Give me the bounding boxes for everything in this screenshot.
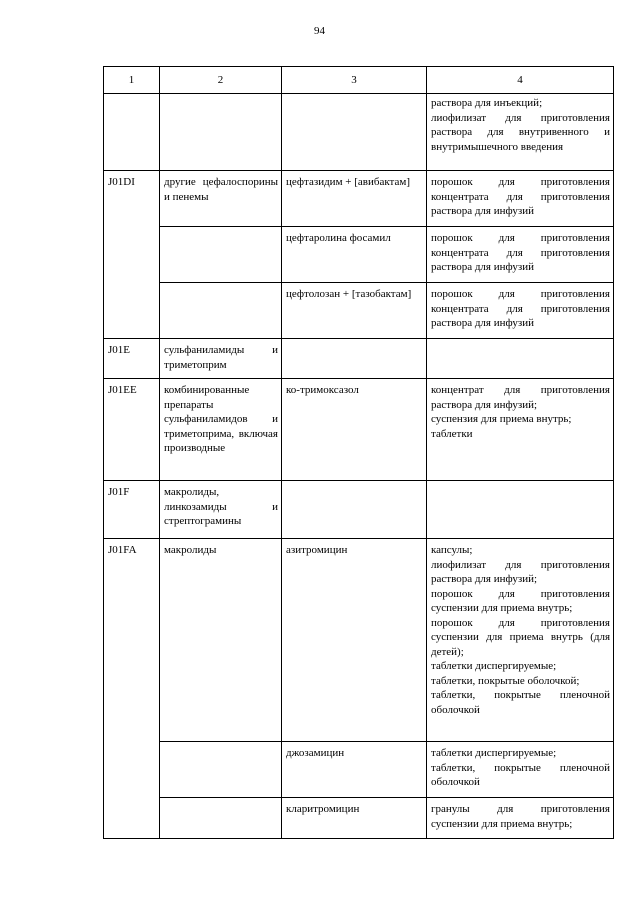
dosage-form-item: лиофилизат для приготовления раствора для инфузий; bbox=[431, 558, 610, 585]
dosage-form-cell bbox=[427, 94, 614, 171]
table-row bbox=[104, 171, 614, 227]
header-cell: 1 bbox=[104, 67, 160, 94]
dosage-form-item: таблетки, покрытые пленочной оболочкой bbox=[431, 761, 610, 788]
group-cell bbox=[160, 798, 282, 839]
group-cell bbox=[160, 94, 282, 171]
table-row bbox=[104, 94, 614, 171]
group-cell bbox=[160, 742, 282, 798]
dosage-form-item: порошок для приготовления концентрата для приготовления раствора для инфузий bbox=[431, 232, 610, 273]
dosage-form-item: таблетки, покрытые пленочной оболочкой bbox=[431, 689, 610, 716]
table-row bbox=[104, 339, 614, 379]
atc-code-cell: J01F bbox=[104, 481, 160, 539]
header-cell: 4 bbox=[427, 67, 614, 94]
dosage-form-cell bbox=[427, 742, 614, 798]
page-number: 94 bbox=[314, 25, 325, 37]
group-cell: сульфаниламиды и триметоприм bbox=[160, 339, 282, 379]
dosage-form-item: капсулы; bbox=[431, 544, 473, 556]
drug-name-cell: азитромицин bbox=[282, 539, 427, 742]
table-row bbox=[104, 798, 614, 839]
drug-name-cell: джозамицин bbox=[282, 742, 427, 798]
atc-code-cell: J01EE bbox=[104, 379, 160, 481]
table-row bbox=[104, 742, 614, 798]
dosage-form-item: порошок для приготовления концентрата для приготовления раствора для инфузий bbox=[431, 288, 610, 329]
table-row bbox=[104, 539, 614, 742]
dosage-form-cell bbox=[427, 481, 614, 539]
drug-name-cell: кларитромицин bbox=[282, 798, 427, 839]
group-cell bbox=[160, 227, 282, 283]
drug-name-cell bbox=[282, 339, 427, 379]
dosage-form-item: таблетки bbox=[431, 427, 473, 440]
header-cell: 3 bbox=[282, 67, 427, 94]
dosage-form-item: таблетки диспергируемые; bbox=[431, 660, 557, 672]
drug-table bbox=[103, 66, 614, 839]
drug-name-cell: ко-тримоксазол bbox=[282, 379, 427, 481]
atc-code-cell: J01FA bbox=[104, 539, 160, 839]
atc-code-cell: J01E bbox=[104, 339, 160, 379]
table-row bbox=[104, 227, 614, 283]
group-cell: макролиды, линкозамиды и стрептограмины bbox=[160, 481, 282, 539]
table-row bbox=[104, 481, 614, 539]
dosage-form-item: порошок для приготовления суспензии для приема внутрь (для детей); bbox=[431, 616, 610, 658]
drug-name-cell: цефтаролина фосамил bbox=[282, 227, 427, 283]
table-row bbox=[104, 379, 614, 481]
group-cell: макролиды bbox=[160, 539, 282, 742]
dosage-form-item: порошок для приготовления концентрата для приготовления раствора для инфузий bbox=[431, 176, 610, 217]
header-cell: 2 bbox=[160, 67, 282, 94]
dosage-form-cell bbox=[427, 379, 614, 481]
group-cell bbox=[160, 283, 282, 339]
atc-code-cell: J01DI bbox=[104, 171, 160, 339]
dosage-form-item: таблетки, покрытые оболочкой; bbox=[431, 674, 580, 687]
dosage-form-item: таблетки диспергируемые; bbox=[431, 747, 557, 759]
dosage-form-item: лиофилизат для приготовления раствора для внутривенного и внутримышечного введения bbox=[431, 111, 610, 153]
atc-code-cell bbox=[104, 94, 160, 171]
dosage-form-cell bbox=[427, 339, 614, 379]
dosage-form-item: суспензия для приема внутрь; bbox=[431, 413, 572, 425]
table-header-row bbox=[104, 67, 614, 94]
drug-name-cell: цефтазидим + [авибактам] bbox=[282, 171, 427, 227]
group-cell: другие цефалоспорины и пенемы bbox=[160, 171, 282, 227]
table-row bbox=[104, 283, 614, 339]
dosage-form-cell bbox=[427, 227, 614, 283]
group-cell: комбинированные препараты сульфаниламидов и триметоприма, включая производные bbox=[160, 379, 282, 481]
dosage-form-cell bbox=[427, 798, 614, 839]
drug-name-cell: цефтолозан + [тазобактам] bbox=[282, 283, 427, 339]
dosage-form-cell bbox=[427, 283, 614, 339]
dosage-form-item: раствора для инъекций; bbox=[431, 97, 543, 109]
dosage-form-cell bbox=[427, 171, 614, 227]
dosage-form-item: гранулы для приготовления суспензии для приема внутрь; bbox=[431, 803, 610, 830]
drug-name-cell bbox=[282, 94, 427, 171]
dosage-form-item: концентрат для приготовления раствора для инфузий; bbox=[431, 384, 610, 411]
dosage-form-cell bbox=[427, 539, 614, 742]
dosage-form-item: порошок для приготовления суспензии для приема внутрь; bbox=[431, 587, 610, 614]
drug-name-cell bbox=[282, 481, 427, 539]
